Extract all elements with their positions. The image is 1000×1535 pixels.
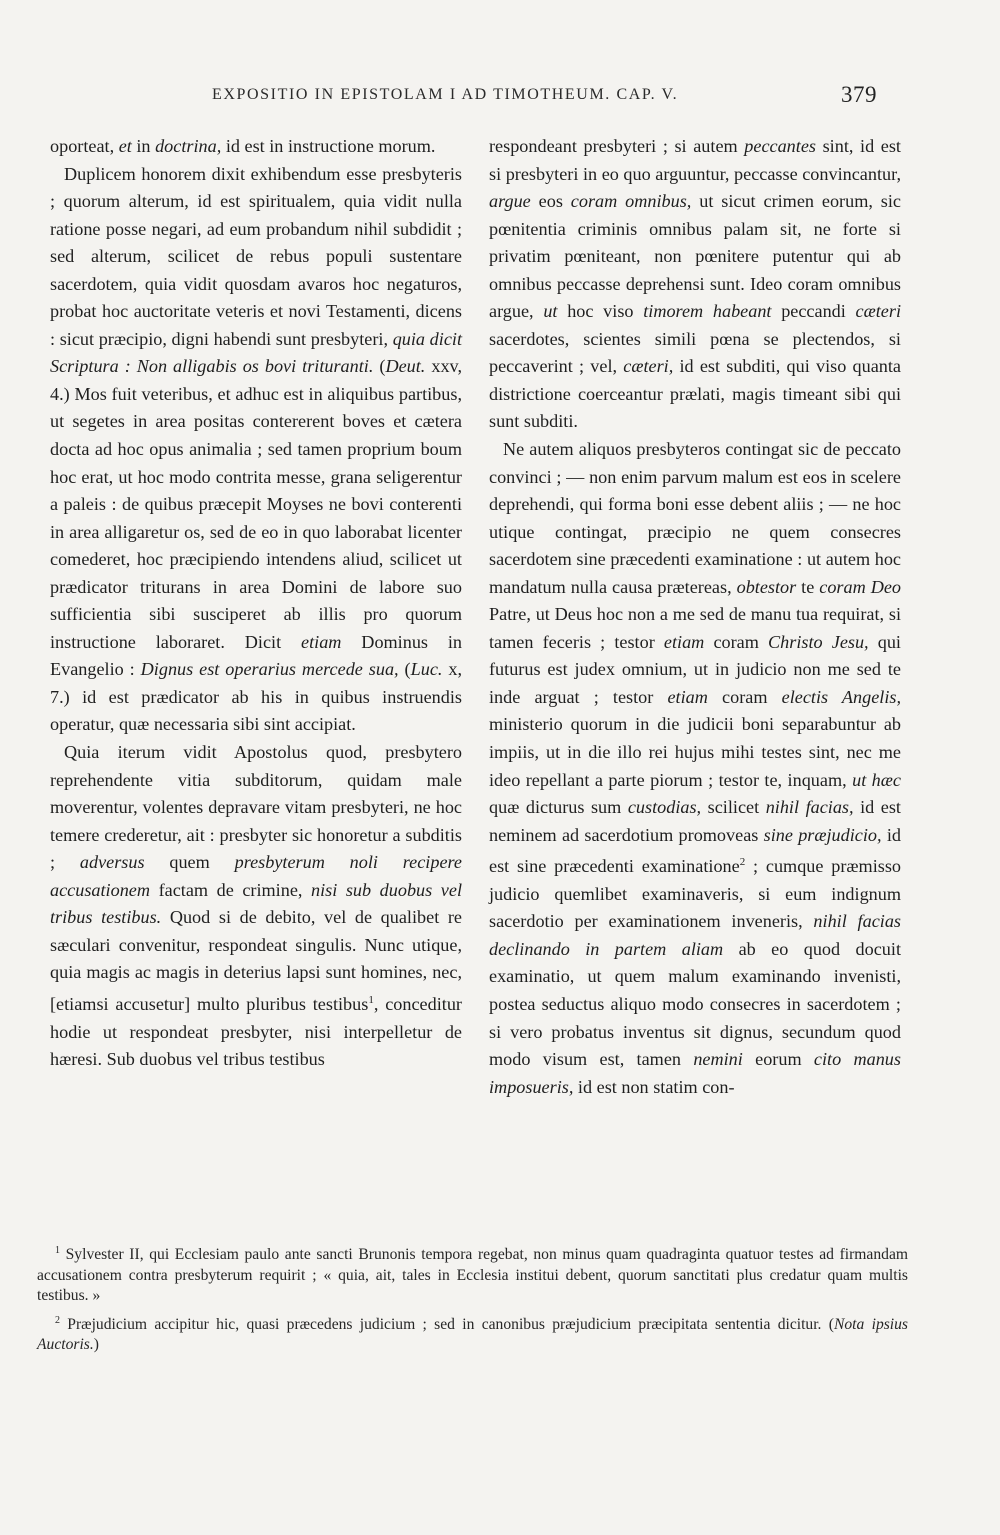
text-run: hoc viso <box>557 301 644 322</box>
text-run: ( <box>373 356 386 377</box>
right-paragraph-2 <box>489 436 901 1101</box>
italic-run: Deut. <box>385 356 426 377</box>
footnote-2 <box>37 1311 908 1356</box>
text-run: x, 7.) id est prædicator ab his in quibus instruendis operatur, quæ necessaria sibi sint accipiat. <box>50 659 463 735</box>
italic-run: adversus <box>79 852 145 873</box>
text-run: Duplicem honorem dixit exhibendum esse presbyteris ; quorum alterum, id est spiritualem, quia vidit nulla ratione posse negari, ad eum probandum nihil subdidit ; sed alterum, scilicet de rebus populi sustentare sacerdotem, quia vidit quosdam avaros hoc negaturos, probat hoc auctoritate veteris et novi Testamenti, dicens : sicut præcipio, digni habendi sunt presbyteri, <box>50 163 462 349</box>
italic-run: presbyterum noli recipere accusationem <box>50 852 462 900</box>
italic-run: electis Angelis, <box>781 686 901 707</box>
text-run: id est in instructione morum. <box>221 136 436 156</box>
italic-run: nihil facias declinando in partem aliam <box>489 911 901 959</box>
text-run: quæ dicturus sum <box>489 797 628 818</box>
italic-run: coram Deo <box>819 576 901 597</box>
footnote-text: Sylvester II, qui Ecclesiam paulo ante sancti Brunonis tempora regebat, non minus quam quadraginta quatuor testes ad firmandam accusationem contra presbyterum requirit ; « quia, ait, tales in Ecclesia institui debent, quorum sanctitati plus credatur quam multis testibus. » <box>37 1246 908 1305</box>
italic-run: Luc. <box>410 659 443 680</box>
italic-run: nihil facias, <box>765 797 854 818</box>
italic-run: custodias, <box>627 797 702 818</box>
footnote-1 <box>37 1241 908 1307</box>
italic-run: sine præjudicio, <box>763 824 882 845</box>
text-run: , conceditur hodie ut respondeat presbyter, nisi interpelletur de hæresi. Sub duobus vel tribus testibus <box>50 993 462 1070</box>
italic-run: cæteri, <box>623 356 674 377</box>
footnote-text: ) <box>93 1336 99 1354</box>
right-column <box>489 133 901 1101</box>
italic-run: quia dicit Scriptura : Non alligabis os bovi trituranti. <box>50 328 462 377</box>
text-run: quem <box>144 852 235 873</box>
italic-run: etiam <box>663 631 705 652</box>
italic-run: nisi sub duobus vel tribus testibus. <box>50 879 462 928</box>
text-run: Quod si de debito, vel de qualibet re sæculari convenitur, respondeat singulis. Nunc utique, quia magis ac magis in deterius lapsi sunt homines, nec, [etiamsi accusetur] multo pluribus testibus <box>50 907 462 1014</box>
left-column <box>50 133 462 1074</box>
text-run: ab eo quod docuit examinatio, ut quem malum examinando invenisti, postea seductus aliquo modo consecres in sacerdotem ; si vero probatus inventus sit dignus, secundum quod modo visum est, tamen <box>489 938 901 1070</box>
italic-run: peccantes <box>744 136 816 156</box>
text-run: peccandi <box>771 301 856 322</box>
italic-run: ut hæc <box>852 769 901 790</box>
text-run: factam de crimine, <box>150 879 312 900</box>
italic-run: etiam <box>667 686 708 707</box>
page-number: 379 <box>841 82 877 107</box>
text-run: sint, id est si presbyteri in eo quo arguuntur, peccasse convincantur, <box>489 136 901 184</box>
footnote-italic: Nota ipsius Auctoris. <box>37 1315 909 1354</box>
italic-run: coram omnibus, <box>570 191 692 212</box>
text-run: ; cumque præmisso judicio quemlibet examinaveris, si eum indignum sacerdotio per examinationem inveneris, <box>489 856 901 932</box>
text-run: coram <box>704 631 769 652</box>
text-run: Quia iterum vidit Apostolus quod, presbytero reprehendente vitia subditorum, quidam male moverentur, volentes depravare vitam presbyteri, ne hoc temere crederetur, ait : presbyter sic honoretur a subditis ; <box>50 742 462 873</box>
italic-run: doctrina, <box>155 136 222 156</box>
left-paragraph-2 <box>50 161 462 739</box>
italic-run: obtestor <box>736 576 797 597</box>
text-run: scilicet <box>701 797 766 818</box>
text-run: ut sicut crimen eorum, sic pœnitentia criminis omnibus palam sit, ne forte si privatim pœniteant, non pœnitere putentur qui ab omnibus peccasse deprehensi sunt. Ideo coram omnibus argue, <box>489 191 901 322</box>
text-run: Ne autem aliquos presbyteros contingat sic de peccato convinci ; — non enim parvum malum est eos in scelere deprehendi, qui forma boni esse debent aliis ; — ne hoc utique contingat, præcipio ne quem consecres sacerdotem sine præcedenti examinatione : ut autem hoc mandatum nulla causa prætereas, <box>489 439 901 597</box>
italic-run: ut <box>543 301 558 322</box>
text-run: ministerio quorum in die judicii boni separabuntur ab impiis, ut in die illo rei hujus mihi testes sint, nec me ideo repellant a parte piorum ; testor te, inquam, <box>489 714 901 790</box>
text-run: qui futurus est judex omnium, ut in judicio non me sed te inde arguat ; testor <box>489 631 901 707</box>
text-run: id est subditi, qui viso quanta districtione coerceantur prælati, magis timeant sibi qui sunt subditi. <box>489 356 901 432</box>
text-run: xxv, 4.) Mos fuit veteribus, et adhuc est in aliquibus partibus, ut segetes in area positas contererent boves et cætera docta ad hoc opus animalia ; sed tamen proprium boum hoc erat, ut hoc modo contrita messe, grana seligerentur a paleis : de quibus præcepit Moyses ne bovi conterenti in area alligaretur os, sed de eo in quo laborabat licenter comederet, hoc præcipiendo intendens aliud, scilicet ut prædicator triturans in area Domini de labore suo sufficientia sibi susciperet ab illis pro quorum instructione laboraret. Dicit <box>50 356 462 652</box>
footnote-text: Præjudicium accipitur hic, quasi præcedens judicium ; sed in canonibus præjudicium præcipitata sententia dicitur. ( <box>60 1315 834 1333</box>
text-run: Patre, ut Deus hoc non a me sed de manu tua requirat, si tamen feceris ; testor <box>489 604 901 652</box>
footnote-mark-2: 2 <box>55 1314 60 1326</box>
text-run: eos <box>530 191 571 212</box>
italic-run: et <box>118 136 132 156</box>
text-run: oporteat, <box>50 136 119 156</box>
footnotes <box>37 1241 908 1360</box>
italic-run: Dignus est operarius mercede sua, <box>140 659 399 680</box>
text-run: te <box>796 576 820 597</box>
left-paragraph-1 <box>50 133 462 161</box>
text-run: respondeant presbyteri ; si autem <box>489 136 745 156</box>
italic-run: nemini <box>693 1049 743 1070</box>
text-run: id est sine præcedenti examinatione <box>489 824 901 877</box>
right-paragraph-1 <box>489 133 901 436</box>
text-run: ( <box>398 659 411 680</box>
italic-run: Christo Jesu, <box>768 631 869 652</box>
running-title: EXPOSITIO IN EPISTOLAM I AD TIMOTHEUM. CAP. V. <box>212 86 679 103</box>
italic-run: timorem habeant <box>643 301 772 322</box>
text-run: in <box>131 136 156 156</box>
text-run: id est non statim con- <box>573 1076 735 1097</box>
footnote-ref-2: 2 <box>739 856 746 869</box>
italic-run: etiam <box>301 631 342 652</box>
left-paragraph-3 <box>50 739 462 1074</box>
text-run: Dominus in Evangelio : <box>50 631 463 680</box>
footnote-ref-1: 1 <box>368 993 374 1006</box>
text-run: coram <box>707 686 782 707</box>
italic-run: cito manus imposueris, <box>489 1049 901 1097</box>
text-run: eorum <box>742 1049 814 1070</box>
text-run: sacerdotes, scientes simili pœna se plectendos, si peccaverint ; vel, <box>489 328 901 377</box>
italic-run: cæteri <box>855 301 902 322</box>
footnote-mark-1: 1 <box>55 1245 60 1256</box>
text-run: id est neminem ad sacerdotium promoveas <box>489 797 901 845</box>
italic-run: argue <box>489 191 531 212</box>
